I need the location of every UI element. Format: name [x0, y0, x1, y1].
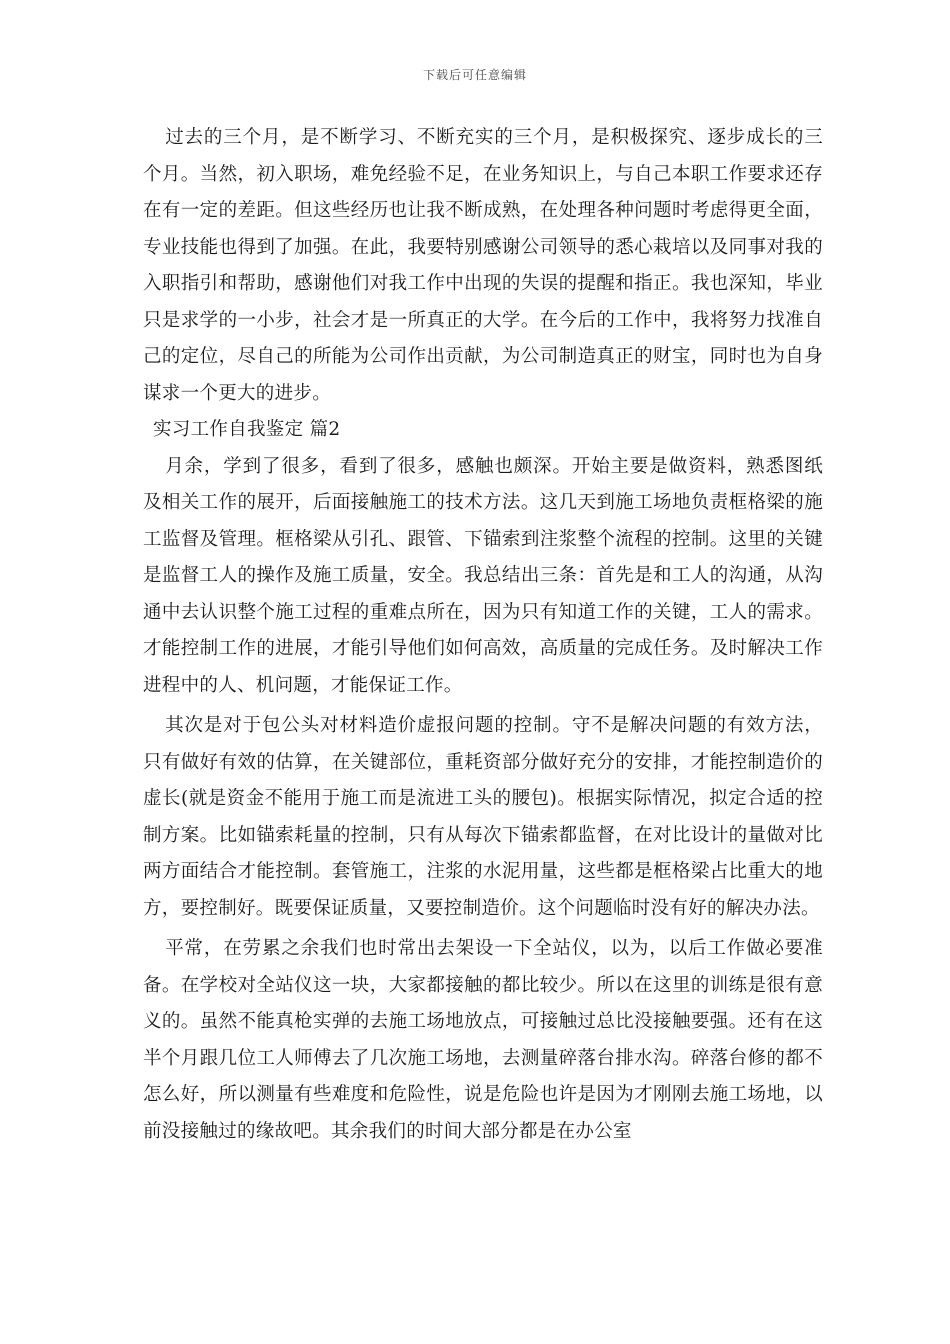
paragraph-1: 过去的三个月，是不断学习、不断充实的三个月，是积极探究、逐步成长的三个月。当然，初入职场，难免经验不足，在业务知识上，与自己本职工作要求还存在有一定的差距。但这些经历也让我不断成熟，在处理各种问题时考虑得更全面，专业技能也得到了加强。在此，我要特别感谢公司领导的悉心栽培以及同事对我的入职指引和帮助，感谢他们对我工作中出现的失误的提醒和指正。我也深知，毕业只是求学的一小步，社会才是一所真正的大学。在今后的工作中，我将努力找准自己的定位，尽自己的所能为公司作出贡献，为公司制造真正的财宝，同时也为自身谋求一个更大的进步。: [143, 127, 823, 404]
paragraph-3: 其次是对于包公头对材料造价虚报问题的控制。守不是解决问题的有效方法，只有做好有效的估算，在关键部位，重耗资部分做好充分的安排，才能控制造价的虚长(就是资金不能用于施工而是流进工头的腰包)。根据实际情况，拟定合适的控制方案。比如锚索耗量的控制，只有从每次下锚索都监督，在对比设计的量做对比两方面结合才能控制。套管施工，注浆的水泥用量，这些都是框格梁占比重大的地方，要控制好。既要保证质量，又要控制造价。这个问题临时没有好的解决办法。: [143, 715, 823, 919]
paragraph-4: 平常，在劳累之余我们也时常出去架设一下全站仪，以为，以后工作做必要准备。在学校对全站仪这一块，大家都接触的都比较少。所以在这里的训练是很有意义的。虽然不能真枪实弹的去施工场地放点，可接触过总比没接触要强。还有在这半个月跟几位工人师傅去了几次施工场地，去测量碎落台排水沟。碎落台修的都不怎么好，所以测量有些难度和危险性，说是危险也许是因为才刚刚去施工场地，以前没接触过的缘故吧。其余我们的时间大部分都是在办公室: [143, 938, 823, 1142]
paragraph-2: 月余，学到了很多，看到了很多，感触也颇深。开始主要是做资料，熟悉图纸及相关工作的展开，后面接触施工的技术方法。这几天到施工场地负责框格梁的施工监督及管理。框格梁从引孔、跟管、下锚索到注浆整个流程的控制。这里的关键是监督工人的操作及施工质量，安全。我总结出三条：首先是和工人的沟通，从沟通中去认识整个施工过程的重难点所在，因为只有知道工作的关键，工人的需求。才能控制工作的进展，才能引导他们如何高效，高质量的完成任务。及时解决工作进程中的人、机问题，才能保证工作。: [143, 455, 823, 696]
document-body: [143, 120, 823, 1150]
section-heading-2: 实习工作自我鉴定 篇2: [153, 419, 341, 440]
page-header-note: 下载后可任意编辑: [422, 68, 527, 82]
